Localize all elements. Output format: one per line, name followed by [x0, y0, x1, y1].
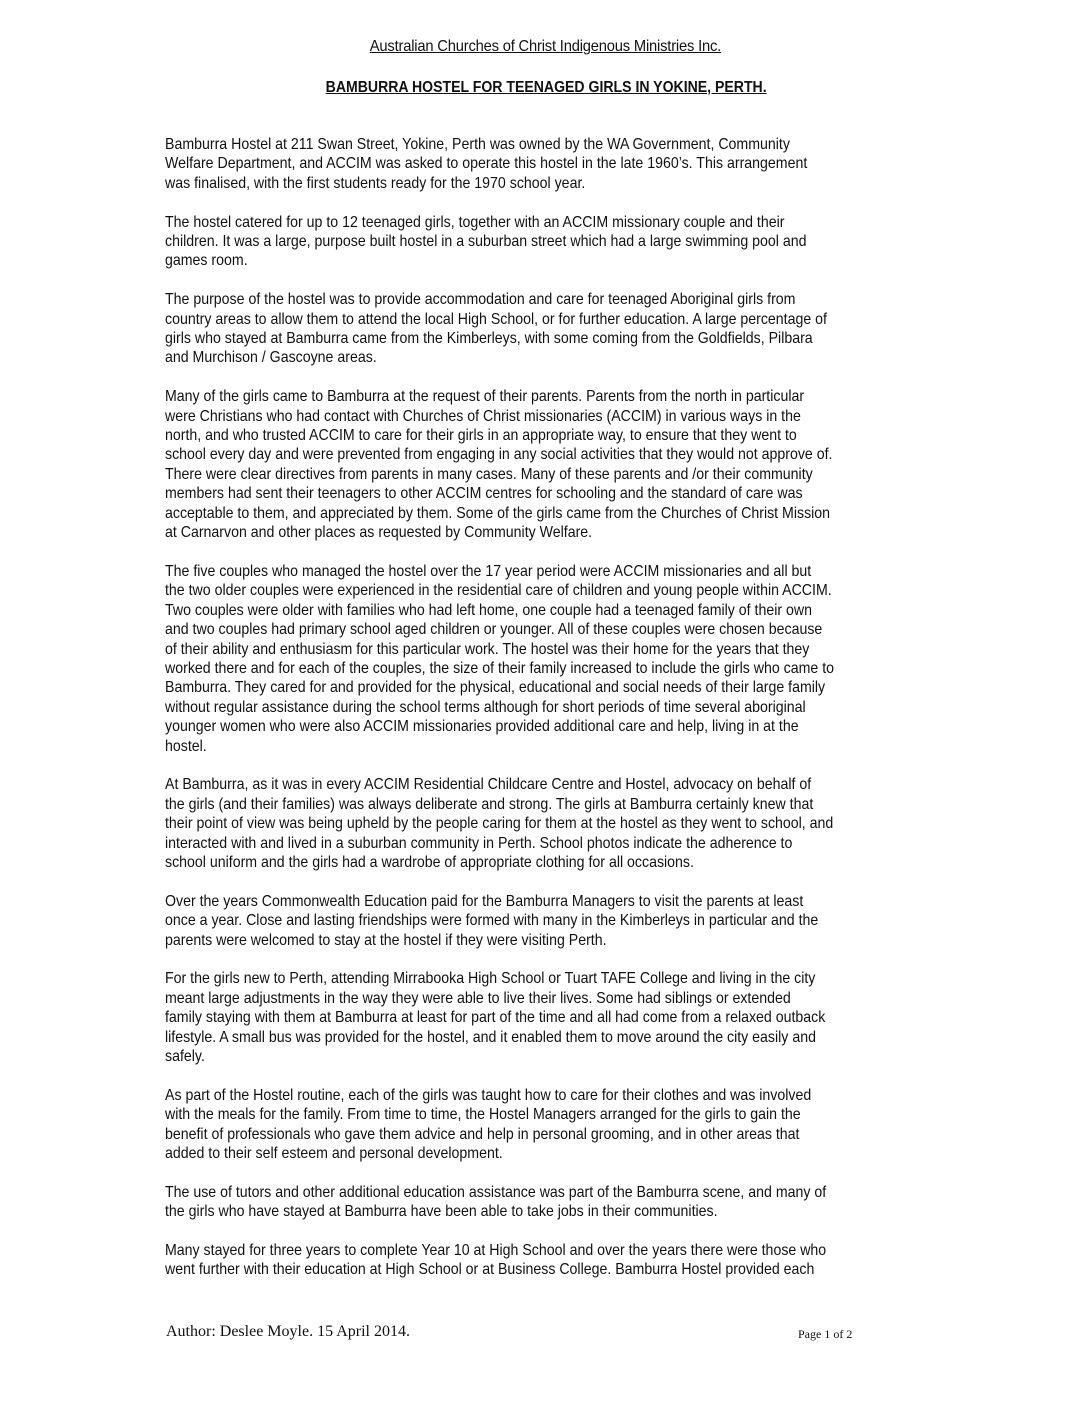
paragraph-line: Over the years Commonwealth Education paid for the Bamburra Managers to visit the parents at least [165, 892, 804, 910]
paragraph-line: and two couples had primary school aged children or younger. All of these couples were chosen because [165, 621, 823, 639]
paragraph [165, 969, 926, 1066]
paragraph [165, 1183, 926, 1222]
paragraph [165, 775, 926, 872]
paragraph-line: of their ability and enthusiasm for this particular work. The hostel was their home for the years that they [165, 640, 810, 658]
paragraph-line: The purpose of the hostel was to provide accommodation and care for teenaged Aboriginal girls from [165, 291, 796, 309]
document-body [165, 135, 926, 1299]
paragraph-line: the girls (and their families) was always deliberate and strong. The girls at Bamburra certainly knew that [165, 795, 814, 813]
paragraph [165, 213, 926, 271]
footer-author: Author: Deslee Moyle. 15 April 2014. [166, 1323, 410, 1340]
paragraph-line: The five couples who managed the hostel over the 17 year period were ACCIM missionaries and all but [165, 562, 812, 580]
paragraph-line: girls who stayed at Bamburra came from the Kimberleys, with some coming from the Goldfields, Pilbara [165, 330, 813, 348]
paragraph-line: school every day and were prevented from engaging in any social activities that they would not approve of. [165, 446, 833, 464]
paragraph-line: Many stayed for three years to complete Year 10 at High School and over the years there were those who [165, 1242, 827, 1259]
paragraph-line: games room. [165, 252, 248, 270]
paragraph-line: members had sent their teenagers to other ACCIM centres for schooling and the standard of care was [165, 485, 803, 503]
paragraph [165, 1241, 926, 1280]
paragraph-line: north, and who trusted ACCIM to care for their girls in an appropriate way, to ensure that they went to [165, 427, 797, 445]
paragraph-line: Bamburra Hostel at 211 Swan Street, Yokine, Perth was owned by the WA Government, Community [165, 136, 790, 153]
paragraph-line: and Murchison / Gascoyne areas. [165, 349, 377, 367]
paragraph-line: were Christians who had contact with Churches of Christ missionaries (ACCIM) in various ways in the [165, 407, 801, 425]
paragraph-line: once a year. Close and lasting friendships were formed with many in the Kimberleys in particular and the [165, 912, 819, 930]
paragraph-line: went further with their education at High School or at Business College. Bamburra Hostel provided each [165, 1261, 815, 1279]
paragraph-line: There were clear directives from parents in many cases. Many of these parents and /or their community [165, 465, 813, 483]
paragraph-line: worked there and for each of the couples, the size of their family increased to include the girls who came to [165, 659, 835, 677]
paragraph-line: with the meals for the family. From time to time, the Hostel Managers arranged for the girls to gain the [165, 1106, 801, 1124]
paragraph-line: At Bamburra, as it was in every ACCIM Residential Childcare Centre and Hostel, advocacy on behalf of [165, 776, 812, 794]
paragraph-line: the girls who have stayed at Bamburra have been able to take jobs in their communities. [165, 1203, 718, 1221]
paragraph-line: country areas to allow them to attend the local High School, or for further education. A large percentage of [165, 310, 827, 328]
paragraph-line: benefit of professionals who gave them advice and help in personal grooming, and in other areas that [165, 1125, 800, 1143]
paragraph-line: interacted with and lived in a suburban community in Perth. School photos indicate the adherence to [165, 834, 793, 852]
paragraph-line: meant large adjustments in the way they were able to live their lives. Some had siblings or extended [165, 989, 791, 1007]
paragraph [165, 135, 926, 193]
footer-page-number: Page 1 of 2 [798, 1327, 853, 1341]
paragraph-line: lifestyle. A small bus was provided for the hostel, and it enabled them to move around the city easily and [165, 1028, 816, 1046]
paragraph-line: their point of view was being upheld by the people caring for them at the hostel as they went to school, and [165, 815, 834, 833]
paragraph [165, 562, 926, 756]
paragraph [165, 387, 926, 542]
paragraph-line: parents were welcomed to stay at the hostel if they were visiting Perth. [165, 931, 607, 949]
paragraph-line: Welfare Department, and ACCIM was asked to operate this hostel in the late 1960’s. This arrangement [165, 155, 808, 173]
organization-heading: Australian Churches of Christ Indigenous Ministries Inc. [369, 38, 722, 55]
paragraph-line: was finalised, with the first students ready for the 1970 school year. [165, 174, 586, 192]
paragraph-line: safely. [165, 1047, 205, 1065]
paragraph [165, 892, 926, 950]
paragraph-line: the two older couples were experienced in the residential care of children and young people within ACCIM. [165, 582, 832, 600]
paragraph-line: For the girls new to Perth, attending Mirrabooka High School or Tuart TAFE College and living in the city [165, 970, 816, 988]
paragraph-line: acceptable to them, and appreciated by them. Some of the girls came from the Churches of Christ Mission [165, 504, 831, 522]
paragraph-line: The use of tutors and other additional education assistance was part of the Bamburra scene, and many of [165, 1183, 827, 1201]
paragraph-line: Bamburra. They cared for and provided for the physical, educational and social needs of their large family [165, 679, 826, 697]
paragraph-line: added to their self esteem and personal development. [165, 1145, 503, 1162]
paragraph-line: The hostel catered for up to 12 teenaged girls, together with an ACCIM missionary couple and their [165, 213, 785, 231]
paragraph [165, 290, 926, 368]
paragraph-line: Many of the girls came to Bamburra at the request of their parents. Parents from the north in particular [165, 388, 805, 406]
document-title: BAMBURRA HOSTEL FOR TEENAGED GIRLS IN YOKINE, PERTH. [325, 79, 767, 96]
paragraph-line: Two couples were older with families who had left home, one couple had a teenaged family of their own [165, 601, 813, 619]
paragraph-line: at Carnarvon and other places as requested by Community Welfare. [165, 524, 593, 542]
paragraph-line: younger women who were also ACCIM missionaries provided additional care and help, living in at the [165, 718, 799, 736]
paragraph-line: As part of the Hostel routine, each of the girls was taught how to care for their clothes and was involved [165, 1086, 812, 1104]
paragraph-line: school uniform and the girls had a wardrobe of appropriate clothing for all occasions. [165, 853, 694, 871]
paragraph-line: hostel. [165, 737, 207, 755]
paragraph-line: children. It was a large, purpose built hostel in a suburban street which had a large swimming pool and [165, 233, 807, 251]
paragraph-line: without regular assistance during the school terms although for short periods of time several aboriginal [165, 698, 806, 716]
paragraph [165, 1086, 926, 1164]
paragraph-line: family staying with them at Bamburra at least for part of the time and all had come from a relaxed outback [165, 1009, 826, 1027]
